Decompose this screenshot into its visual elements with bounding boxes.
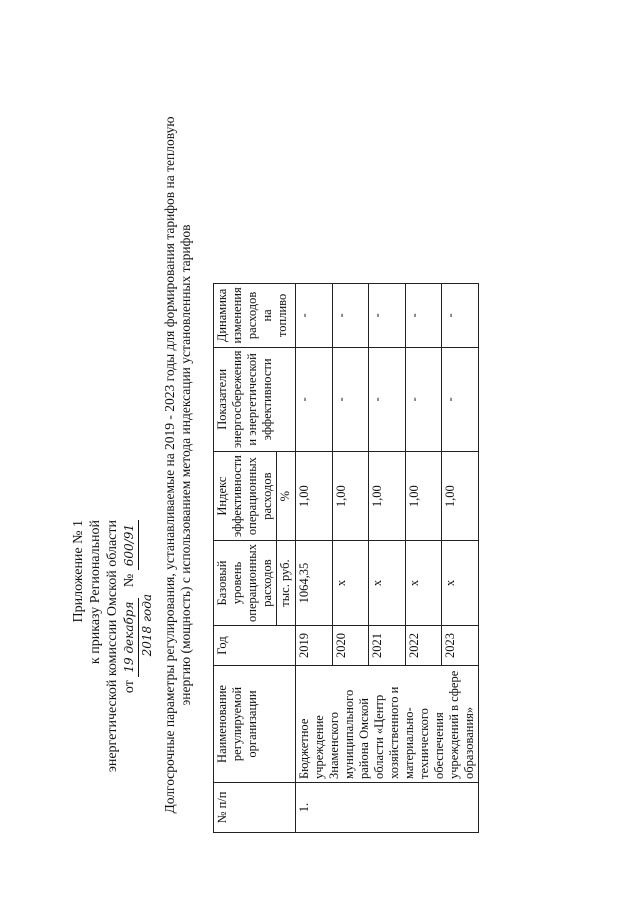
unit-index: %: [277, 452, 296, 541]
cell-base: х: [369, 541, 406, 626]
cell-indicators: -: [332, 347, 369, 452]
parameters-table: [213, 283, 479, 833]
heading-line-1: Долгосрочные параметры регулирования, устанавливаемые на 2019 - 2023 годы для формирования тарифов на тепловую: [162, 116, 177, 814]
header-num: № п/п: [214, 783, 296, 833]
appendix-title: Приложение № 1: [71, 520, 86, 623]
cell-dynamics: -: [442, 284, 479, 347]
cell-year: 2023: [442, 626, 479, 666]
cell-indicators: -: [296, 347, 333, 452]
header-name: Наименование регулируемой организации: [214, 666, 296, 783]
cell-base: х: [405, 541, 442, 626]
appendix-block: [70, 520, 156, 840]
cell-base: 1064,35: [296, 541, 333, 626]
header-base: Базовый уровень операционных расходов: [214, 541, 277, 626]
cell-index: 1,00: [405, 452, 442, 541]
org-name: Бюджетное учреждение Знаменского муниципального района Омской области «Центр хозяйственного и материально-технического обеспечения учреждений в сфере образования»: [296, 666, 479, 783]
cell-dynamics: -: [405, 284, 442, 347]
handwritten-date: 19 декабря: [121, 598, 139, 677]
header-dynamics: Динамика изменения расходов на топливо: [214, 284, 296, 347]
org-number: 1.: [296, 783, 479, 833]
table-header-row: [214, 284, 277, 833]
cell-index: 1,00: [442, 452, 479, 541]
cell-index: 1,00: [369, 452, 406, 541]
cell-indicators: -: [405, 347, 442, 452]
cell-base: х: [332, 541, 369, 626]
appendix-date-number: [121, 520, 139, 840]
table-row: [296, 284, 333, 833]
cell-dynamics: -: [369, 284, 406, 347]
cell-indicators: -: [369, 347, 406, 452]
header-year: Год: [214, 626, 296, 666]
cell-dynamics: -: [296, 284, 333, 347]
header-indicators: Показатели энергосбережения и энергетической эффективности: [214, 347, 296, 452]
cell-year: 2020: [332, 626, 369, 666]
cell-base: х: [442, 541, 479, 626]
cell-dynamics: -: [332, 284, 369, 347]
document-heading: [162, 55, 194, 875]
cell-indicators: -: [442, 347, 479, 452]
cell-index: 1,00: [296, 452, 333, 541]
handwritten-number: 600/91: [121, 520, 139, 570]
cell-year: 2019: [296, 626, 333, 666]
cell-index: 1,00: [332, 452, 369, 541]
unit-base: тыс. руб.: [277, 541, 296, 626]
handwritten-year: 2018 года: [140, 594, 154, 657]
number-prefix: №: [122, 573, 137, 588]
appendix-order-ref: к приказу Региональной: [88, 520, 103, 665]
date-prefix: от: [122, 680, 137, 694]
cell-year: 2022: [405, 626, 442, 666]
heading-line-2: энергию (мощность) с использованием метода индексации установленных тарифов: [178, 224, 193, 706]
header-index: Индекс эффективности операционных расходов: [214, 452, 277, 541]
appendix-year-line: [139, 520, 156, 840]
cell-year: 2021: [369, 626, 406, 666]
appendix-commission: энергетической комиссии Омской области: [105, 520, 120, 773]
